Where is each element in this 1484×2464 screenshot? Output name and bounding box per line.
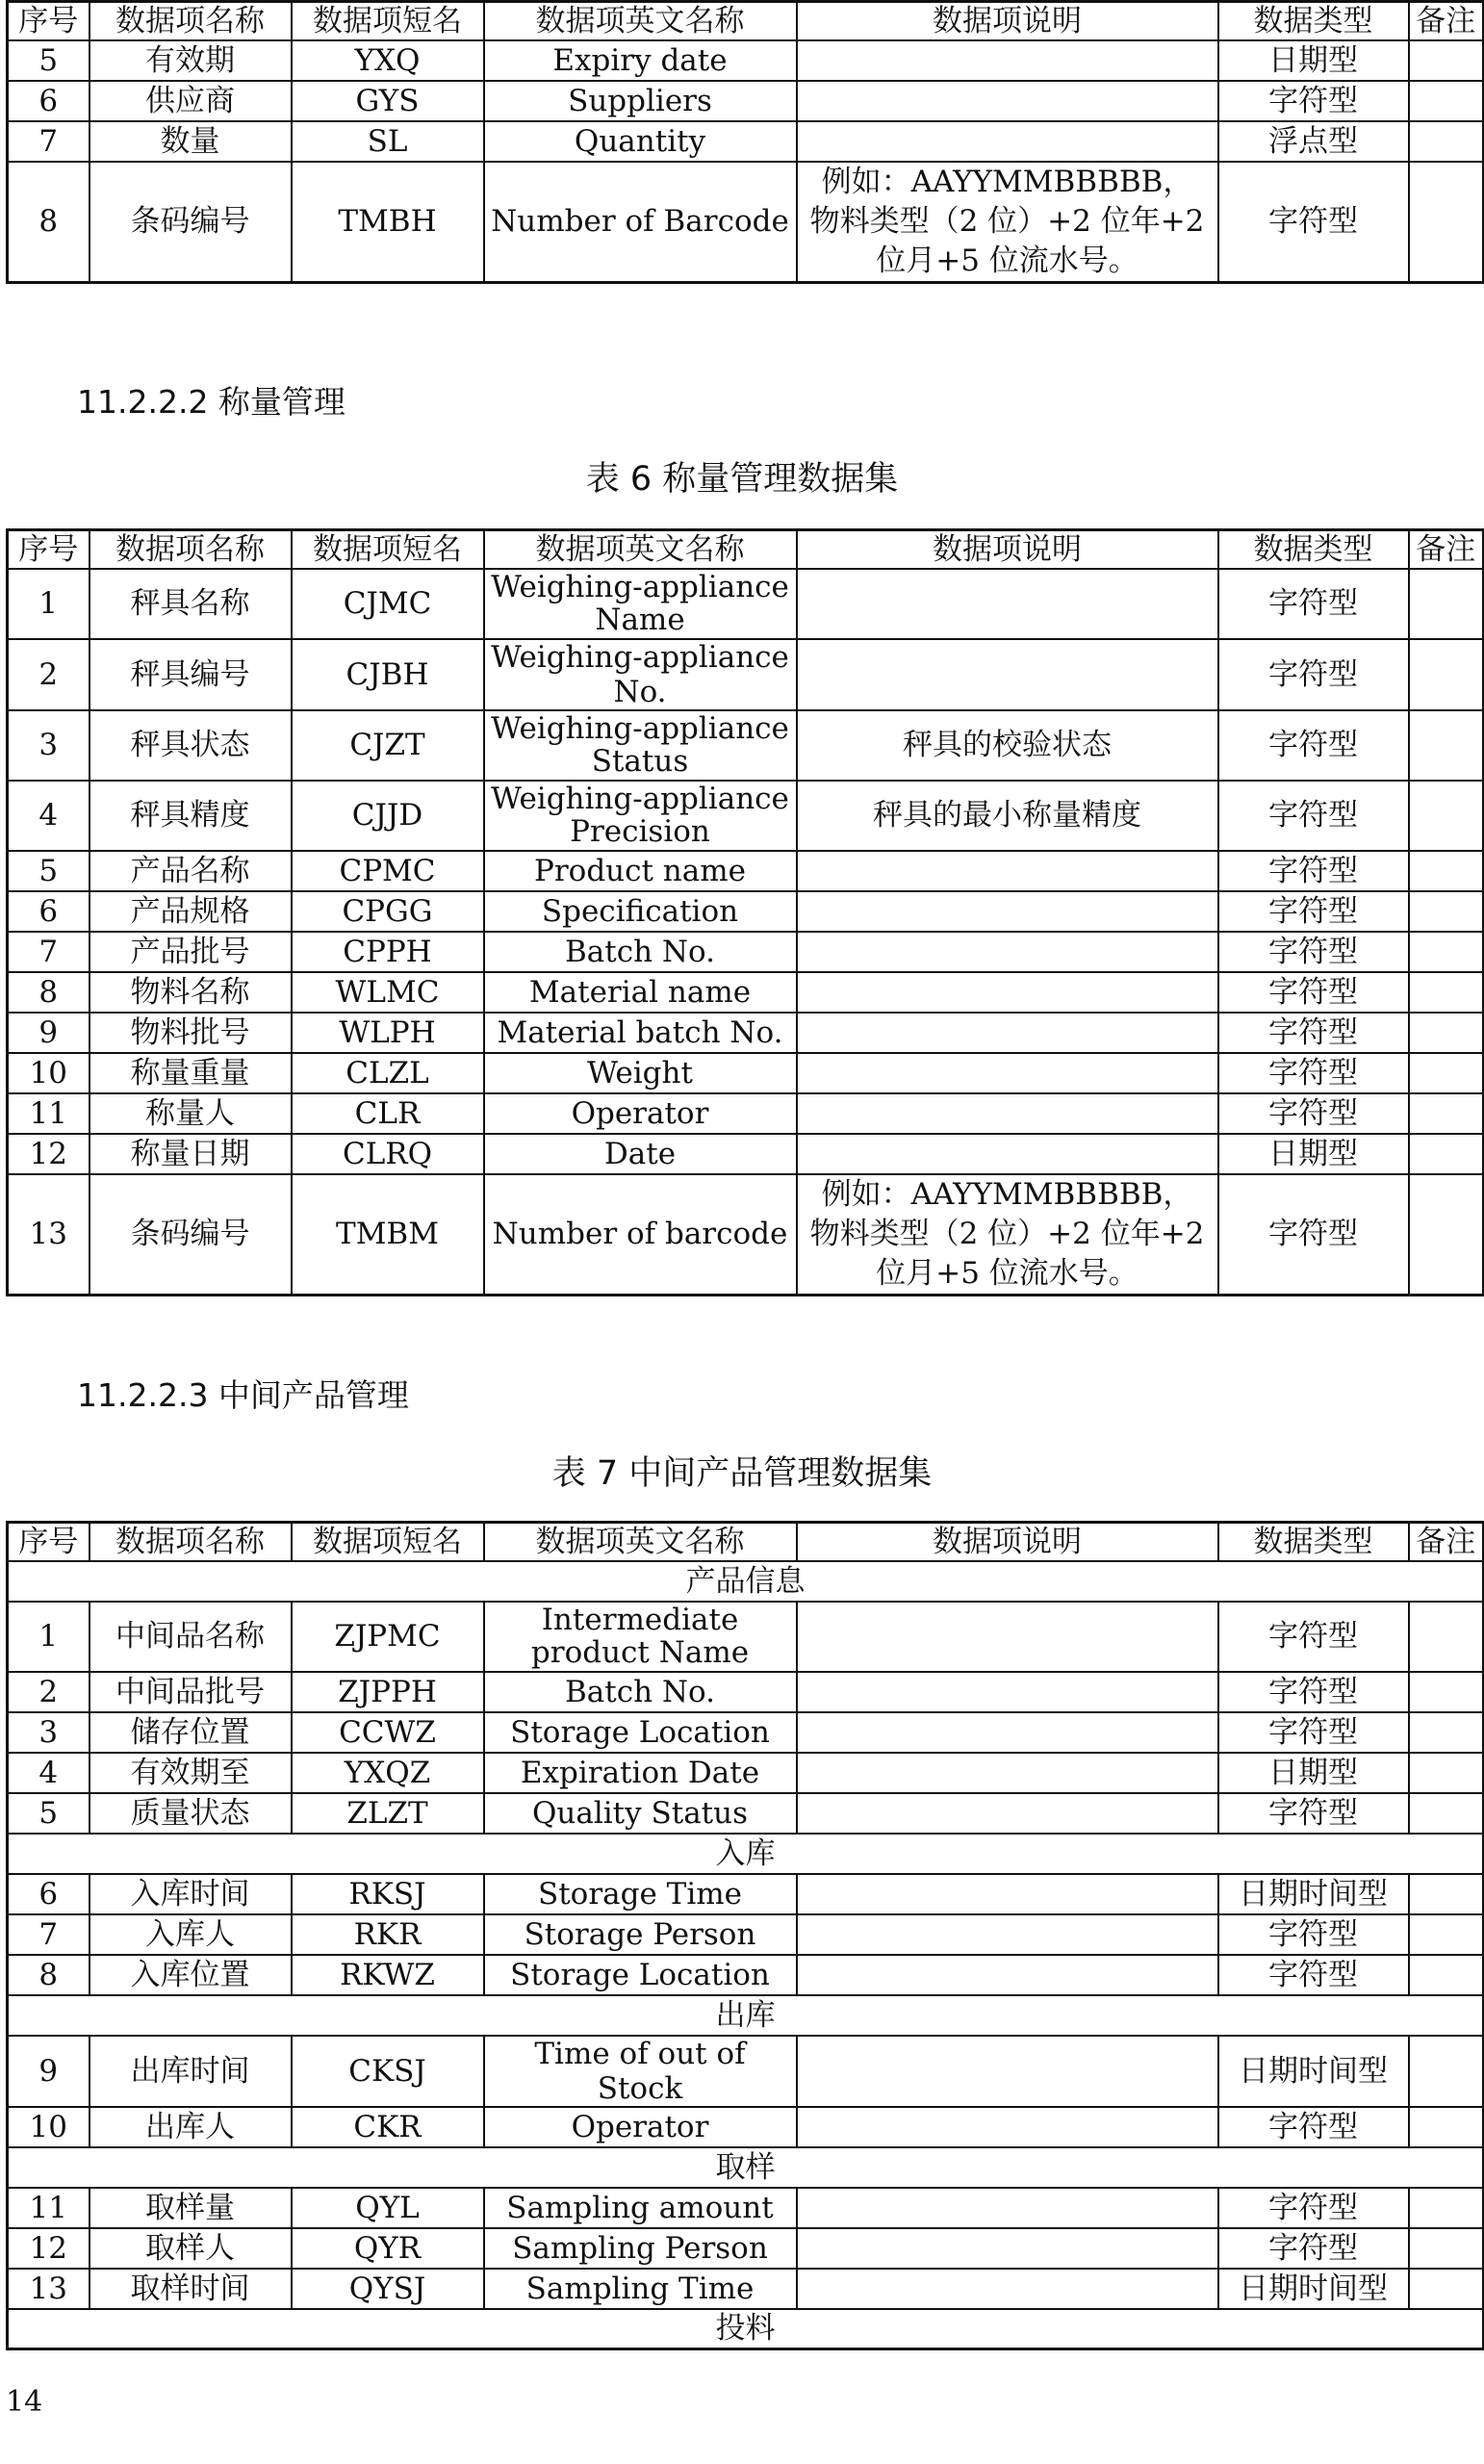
- column-header: 数据项短名: [292, 2, 484, 40]
- cell-no: 7: [8, 121, 90, 162]
- table-row: [8, 891, 1484, 932]
- cell-short-name: ZJPMC: [292, 1602, 484, 1672]
- cell-data-type: 字符型: [1218, 2228, 1409, 2269]
- cell-data-type: 字符型: [1218, 569, 1409, 639]
- group-row: [8, 2309, 1484, 2349]
- table-row: [8, 1672, 1484, 1712]
- column-header: 备注: [1409, 530, 1484, 569]
- group-row: [8, 1561, 1484, 1602]
- cell-remark: [1409, 2036, 1484, 2107]
- table-row: [8, 1793, 1484, 1834]
- cell-short-name: CLRQ: [292, 1134, 484, 1174]
- cell-remark: [1409, 639, 1484, 710]
- cell-short-name: CLR: [292, 1093, 484, 1134]
- table-row: [8, 1874, 1484, 1914]
- cell-no: 3: [8, 1712, 90, 1753]
- table-row: [8, 1914, 1484, 1955]
- table-row: [8, 1093, 1484, 1134]
- table-row: [8, 851, 1484, 891]
- cell-data-type: 日期型: [1218, 1753, 1409, 1793]
- cell-name: 储存位置: [90, 1712, 292, 1753]
- cell-short-name: TMBM: [292, 1174, 484, 1296]
- cell-name: 有效期: [90, 40, 292, 81]
- cell-description: 例如：AAYYMMBBBBB，物料类型（2 位）+2 位年+2 位月+5 位流水号。: [797, 1174, 1218, 1296]
- cell-remark: [1409, 40, 1484, 81]
- cell-description: [797, 2269, 1218, 2309]
- cell-short-name: CJZT: [292, 710, 484, 781]
- cell-short-name: ZJPPH: [292, 1672, 484, 1712]
- table-row: [8, 1134, 1484, 1174]
- cell-data-type: 字符型: [1218, 972, 1409, 1013]
- table-row: [8, 2228, 1484, 2269]
- cell-name: 物料名称: [90, 972, 292, 1013]
- cell-english-name: Specification: [484, 891, 797, 932]
- cell-remark: [1409, 781, 1484, 851]
- cell-name: 入库人: [90, 1914, 292, 1955]
- cell-remark: [1409, 1602, 1484, 1672]
- cell-name: 产品批号: [90, 932, 292, 972]
- column-header: 序号: [8, 1523, 90, 1561]
- cell-remark: [1409, 1753, 1484, 1793]
- cell-no: 4: [8, 781, 90, 851]
- table-row: [8, 1013, 1484, 1053]
- cell-short-name: WLMC: [292, 972, 484, 1013]
- cell-remark: [1409, 1093, 1484, 1134]
- cell-data-type: 字符型: [1218, 781, 1409, 851]
- cell-no: 13: [8, 1174, 90, 1296]
- page-number: 14: [6, 2385, 43, 2419]
- cell-no: 5: [8, 40, 90, 81]
- cell-description: [797, 40, 1218, 81]
- cell-name: 产品名称: [90, 851, 292, 891]
- table-continued: [6, 0, 1484, 284]
- cell-data-type: 字符型: [1218, 710, 1409, 781]
- cell-name: 供应商: [90, 81, 292, 121]
- cell-name: 中间品批号: [90, 1672, 292, 1712]
- cell-description: [797, 1914, 1218, 1955]
- cell-remark: [1409, 569, 1484, 639]
- cell-remark: [1409, 1053, 1484, 1093]
- group-title: 出库: [8, 1995, 1484, 2036]
- cell-data-type: 日期型: [1218, 1134, 1409, 1174]
- column-header: 数据类型: [1218, 2, 1409, 40]
- cell-short-name: QYR: [292, 2228, 484, 2269]
- cell-remark: [1409, 2188, 1484, 2228]
- cell-no: 3: [8, 710, 90, 781]
- cell-name: 取样时间: [90, 2269, 292, 2309]
- cell-no: 9: [8, 2036, 90, 2107]
- cell-no: 8: [8, 1955, 90, 1995]
- cell-data-type: 字符型: [1218, 1093, 1409, 1134]
- cell-description: [797, 639, 1218, 710]
- cell-description: [797, 81, 1218, 121]
- cell-description: [797, 851, 1218, 891]
- cell-name: 物料批号: [90, 1013, 292, 1053]
- cell-short-name: RKSJ: [292, 1874, 484, 1914]
- cell-data-type: 字符型: [1218, 1174, 1409, 1296]
- cell-data-type: 字符型: [1218, 2107, 1409, 2147]
- table-row: [8, 1174, 1484, 1296]
- cell-remark: [1409, 932, 1484, 972]
- cell-name: 秤具名称: [90, 569, 292, 639]
- column-header: 数据项说明: [797, 2, 1218, 40]
- cell-english-name: Sampling Person: [484, 2228, 797, 2269]
- cell-data-type: 字符型: [1218, 639, 1409, 710]
- cell-name: 入库时间: [90, 1874, 292, 1914]
- table-row: [8, 781, 1484, 851]
- cell-description: [797, 1602, 1218, 1672]
- group-title: 产品信息: [8, 1561, 1484, 1602]
- cell-data-type: 字符型: [1218, 1053, 1409, 1093]
- cell-data-type: 字符型: [1218, 851, 1409, 891]
- column-header: 数据项名称: [90, 1523, 292, 1561]
- cell-english-name: Material batch No.: [484, 1013, 797, 1053]
- cell-short-name: CPGG: [292, 891, 484, 932]
- cell-short-name: TMBH: [292, 162, 484, 283]
- cell-short-name: CKR: [292, 2107, 484, 2147]
- table-row: [8, 2036, 1484, 2107]
- cell-remark: [1409, 891, 1484, 932]
- cell-description: [797, 1955, 1218, 1995]
- group-row: [8, 1834, 1484, 1874]
- cell-data-type: 日期时间型: [1218, 2036, 1409, 2107]
- cell-remark: [1409, 1914, 1484, 1955]
- cell-description: [797, 121, 1218, 162]
- cell-description: [797, 1712, 1218, 1753]
- cell-no: 13: [8, 2269, 90, 2309]
- group-title: 入库: [8, 1834, 1484, 1874]
- cell-remark: [1409, 710, 1484, 781]
- cell-short-name: CPMC: [292, 851, 484, 891]
- cell-remark: [1409, 1793, 1484, 1834]
- cell-remark: [1409, 2269, 1484, 2309]
- cell-remark: [1409, 851, 1484, 891]
- cell-short-name: CJBH: [292, 639, 484, 710]
- group-row: [8, 2147, 1484, 2188]
- cell-data-type: 日期时间型: [1218, 2269, 1409, 2309]
- cell-description: [797, 1053, 1218, 1093]
- cell-english-name: Storage Location: [484, 1955, 797, 1995]
- cell-data-type: 日期型: [1218, 40, 1409, 81]
- cell-short-name: CLZL: [292, 1053, 484, 1093]
- cell-description: [797, 2036, 1218, 2107]
- group-title: 投料: [8, 2309, 1484, 2349]
- column-header: 数据项名称: [90, 530, 292, 569]
- cell-data-type: 字符型: [1218, 1955, 1409, 1995]
- cell-short-name: CJMC: [292, 569, 484, 639]
- cell-english-name: Operator: [484, 2107, 797, 2147]
- cell-no: 2: [8, 1672, 90, 1712]
- cell-data-type: 浮点型: [1218, 121, 1409, 162]
- cell-english-name: Material name: [484, 972, 797, 1013]
- cell-short-name: QYSJ: [292, 2269, 484, 2309]
- cell-name: 入库位置: [90, 1955, 292, 1995]
- cell-name: 有效期至: [90, 1753, 292, 1793]
- table-row: [8, 2188, 1484, 2228]
- header-row: [8, 2, 1484, 40]
- cell-data-type: 字符型: [1218, 81, 1409, 121]
- table-row: [8, 2107, 1484, 2147]
- cell-name: 数量: [90, 121, 292, 162]
- header-row: [8, 530, 1484, 569]
- cell-description: [797, 891, 1218, 932]
- cell-short-name: GYS: [292, 81, 484, 121]
- cell-name: 秤具编号: [90, 639, 292, 710]
- cell-english-name: Operator: [484, 1093, 797, 1134]
- cell-no: 5: [8, 851, 90, 891]
- cell-no: 10: [8, 2107, 90, 2147]
- table-7-intermediate: [6, 1521, 1484, 2350]
- table-row: [8, 639, 1484, 710]
- section-heading-weighing: 11.2.2.2 称量管理: [77, 383, 345, 421]
- cell-description: [797, 2188, 1218, 2228]
- cell-description: 例如：AAYYMMBBBBB，物料类型（2 位）+2 位年+2 位月+5 位流水号。: [797, 162, 1218, 283]
- table-row: [8, 972, 1484, 1013]
- cell-no: 6: [8, 1874, 90, 1914]
- cell-no: 11: [8, 1093, 90, 1134]
- cell-no: 6: [8, 891, 90, 932]
- cell-english-name: Weighing-appliance Status: [484, 710, 797, 781]
- cell-english-name: Intermediate product Name: [484, 1602, 797, 1672]
- cell-english-name: Sampling amount: [484, 2188, 797, 2228]
- table-row: [8, 2269, 1484, 2309]
- cell-description: [797, 1093, 1218, 1134]
- cell-remark: [1409, 972, 1484, 1013]
- cell-name: 称量日期: [90, 1134, 292, 1174]
- cell-no: 7: [8, 1914, 90, 1955]
- cell-data-type: 字符型: [1218, 1013, 1409, 1053]
- column-header: 序号: [8, 2, 90, 40]
- cell-data-type: 字符型: [1218, 162, 1409, 283]
- cell-remark: [1409, 2228, 1484, 2269]
- cell-english-name: Storage Person: [484, 1914, 797, 1955]
- cell-description: [797, 1672, 1218, 1712]
- cell-remark: [1409, 1672, 1484, 1712]
- cell-remark: [1409, 1874, 1484, 1914]
- cell-description: [797, 2107, 1218, 2147]
- cell-name: 条码编号: [90, 1174, 292, 1296]
- cell-english-name: Number of barcode: [484, 1174, 797, 1296]
- cell-no: 8: [8, 162, 90, 283]
- cell-remark: [1409, 1955, 1484, 1995]
- cell-short-name: ZLZT: [292, 1793, 484, 1834]
- cell-no: 12: [8, 1134, 90, 1174]
- cell-english-name: Number of Barcode: [484, 162, 797, 283]
- cell-no: 1: [8, 1602, 90, 1672]
- cell-data-type: 字符型: [1218, 2188, 1409, 2228]
- cell-no: 10: [8, 1053, 90, 1093]
- column-header: 数据类型: [1218, 1523, 1409, 1561]
- cell-english-name: Batch No.: [484, 1672, 797, 1712]
- table-row: [8, 1712, 1484, 1753]
- cell-name: 秤具精度: [90, 781, 292, 851]
- cell-description: [797, 932, 1218, 972]
- cell-short-name: WLPH: [292, 1013, 484, 1053]
- cell-name: 秤具状态: [90, 710, 292, 781]
- table-row: [8, 81, 1484, 121]
- table-row: [8, 932, 1484, 972]
- cell-description: [797, 569, 1218, 639]
- cell-remark: [1409, 81, 1484, 121]
- cell-english-name: Weighing-appliance Name: [484, 569, 797, 639]
- cell-name: 质量状态: [90, 1793, 292, 1834]
- cell-name: 出库时间: [90, 2036, 292, 2107]
- cell-name: 中间品名称: [90, 1602, 292, 1672]
- column-header: 序号: [8, 530, 90, 569]
- cell-no: 5: [8, 1793, 90, 1834]
- table-row: [8, 162, 1484, 283]
- table-row: [8, 1955, 1484, 1995]
- cell-data-type: 字符型: [1218, 1672, 1409, 1712]
- cell-name: 出库人: [90, 2107, 292, 2147]
- table-row: [8, 1053, 1484, 1093]
- column-header: 数据类型: [1218, 530, 1409, 569]
- cell-remark: [1409, 1712, 1484, 1753]
- cell-no: 11: [8, 2188, 90, 2228]
- group-row: [8, 1995, 1484, 2036]
- column-header: 数据项短名: [292, 1523, 484, 1561]
- cell-english-name: Weight: [484, 1053, 797, 1093]
- column-header: 数据项短名: [292, 530, 484, 569]
- cell-data-type: 字符型: [1218, 1914, 1409, 1955]
- cell-description: [797, 1793, 1218, 1834]
- cell-short-name: CKSJ: [292, 2036, 484, 2107]
- cell-short-name: CPPH: [292, 932, 484, 972]
- table-6-caption: 表 6 称量管理数据集: [585, 460, 899, 499]
- cell-remark: [1409, 1174, 1484, 1296]
- cell-no: 7: [8, 932, 90, 972]
- cell-english-name: Storage Time: [484, 1874, 797, 1914]
- cell-english-name: Weighing-appliance No.: [484, 639, 797, 710]
- cell-description: [797, 1013, 1218, 1053]
- cell-remark: [1409, 121, 1484, 162]
- column-header: 备注: [1409, 1523, 1484, 1561]
- cell-name: 称量重量: [90, 1053, 292, 1093]
- cell-description: [797, 1753, 1218, 1793]
- cell-description: [797, 2228, 1218, 2269]
- column-header: 数据项说明: [797, 1523, 1218, 1561]
- column-header: 备注: [1409, 2, 1484, 40]
- cell-no: 2: [8, 639, 90, 710]
- table-row: [8, 569, 1484, 639]
- cell-english-name: Batch No.: [484, 932, 797, 972]
- cell-english-name: Product name: [484, 851, 797, 891]
- cell-english-name: Date: [484, 1134, 797, 1174]
- cell-data-type: 日期时间型: [1218, 1874, 1409, 1914]
- cell-english-name: Weighing-appliance Precision: [484, 781, 797, 851]
- column-header: 数据项英文名称: [484, 1523, 797, 1561]
- column-header: 数据项说明: [797, 530, 1218, 569]
- table-row: [8, 40, 1484, 81]
- cell-english-name: Quality Status: [484, 1793, 797, 1834]
- cell-remark: [1409, 1013, 1484, 1053]
- cell-english-name: Storage Location: [484, 1712, 797, 1753]
- table-6-weighing: [6, 528, 1484, 1296]
- table-row: [8, 121, 1484, 162]
- cell-no: 12: [8, 2228, 90, 2269]
- cell-name: 取样人: [90, 2228, 292, 2269]
- cell-data-type: 字符型: [1218, 891, 1409, 932]
- cell-english-name: Expiration Date: [484, 1753, 797, 1793]
- cell-no: 4: [8, 1753, 90, 1793]
- cell-english-name: Expiry date: [484, 40, 797, 81]
- cell-remark: [1409, 162, 1484, 283]
- header-row: [8, 1523, 1484, 1561]
- cell-english-name: Quantity: [484, 121, 797, 162]
- cell-short-name: RKWZ: [292, 1955, 484, 1995]
- cell-data-type: 字符型: [1218, 932, 1409, 972]
- table-row: [8, 1602, 1484, 1672]
- cell-data-type: 字符型: [1218, 1712, 1409, 1753]
- cell-english-name: Sampling Time: [484, 2269, 797, 2309]
- cell-short-name: YXQZ: [292, 1753, 484, 1793]
- cell-no: 1: [8, 569, 90, 639]
- cell-data-type: 字符型: [1218, 1793, 1409, 1834]
- cell-description: 秤具的校验状态: [797, 710, 1218, 781]
- cell-data-type: 字符型: [1218, 1602, 1409, 1672]
- cell-short-name: RKR: [292, 1914, 484, 1955]
- cell-short-name: QYL: [292, 2188, 484, 2228]
- column-header: 数据项英文名称: [484, 530, 797, 569]
- cell-description: [797, 972, 1218, 1013]
- cell-short-name: CCWZ: [292, 1712, 484, 1753]
- column-header: 数据项名称: [90, 2, 292, 40]
- section-heading-intermediate: 11.2.2.3 中间产品管理: [77, 1376, 409, 1414]
- table-row: [8, 710, 1484, 781]
- cell-short-name: YXQ: [292, 40, 484, 81]
- cell-english-name: Suppliers: [484, 81, 797, 121]
- cell-short-name: CJJD: [292, 781, 484, 851]
- cell-name: 条码编号: [90, 162, 292, 283]
- cell-name: 产品规格: [90, 891, 292, 932]
- cell-description: 秤具的最小称量精度: [797, 781, 1218, 851]
- group-title: 取样: [8, 2147, 1484, 2188]
- cell-description: [797, 1874, 1218, 1914]
- cell-remark: [1409, 2107, 1484, 2147]
- cell-no: 8: [8, 972, 90, 1013]
- column-header: 数据项英文名称: [484, 2, 797, 40]
- cell-description: [797, 1134, 1218, 1174]
- cell-remark: [1409, 1134, 1484, 1174]
- cell-english-name: Time of out of Stock: [484, 2036, 797, 2107]
- table-row: [8, 1753, 1484, 1793]
- cell-short-name: SL: [292, 121, 484, 162]
- cell-name: 称量人: [90, 1093, 292, 1134]
- cell-name: 取样量: [90, 2188, 292, 2228]
- cell-no: 9: [8, 1013, 90, 1053]
- table-7-caption: 表 7 中间产品管理数据集: [551, 1454, 933, 1493]
- cell-no: 6: [8, 81, 90, 121]
